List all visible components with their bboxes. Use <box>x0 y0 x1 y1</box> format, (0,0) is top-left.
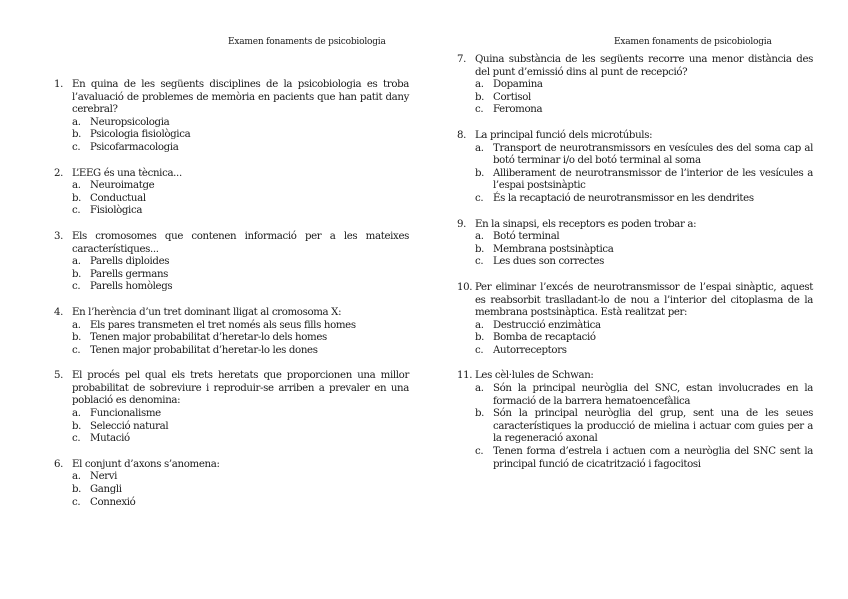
option-list <box>72 117 409 155</box>
option-text: Botó terminal <box>493 231 560 243</box>
answer-option <box>475 446 813 471</box>
option-text: Són la principal neuròglia del SNC, estan involucrades en la formació de la barrera hematoencefàlica <box>493 383 813 407</box>
answer-option <box>72 281 409 294</box>
option-letter: b. <box>72 192 82 204</box>
option-text: Nervi <box>90 471 118 483</box>
option-letter: c. <box>72 141 81 153</box>
answer-option <box>475 168 813 193</box>
option-letter: a. <box>475 231 484 243</box>
answer-option <box>72 256 409 269</box>
option-list <box>72 256 409 294</box>
answer-option <box>72 129 409 142</box>
answer-option <box>72 497 409 510</box>
answer-option <box>475 332 813 345</box>
answer-option <box>475 256 813 269</box>
question-text: L’EEG és una tècnica... <box>72 167 182 179</box>
answer-option <box>475 383 813 408</box>
answer-option <box>72 320 409 333</box>
question-item <box>54 459 409 509</box>
question-number: 1. <box>54 79 64 90</box>
option-list <box>72 320 409 358</box>
answer-option <box>475 79 813 92</box>
question-number: 8. <box>457 129 467 141</box>
question-text: El procés pel qual els trets heretats que proporcionen una millor probabilitat de sobreviure i reproduir-se arriben a prevaler en una població es denomina: <box>72 370 409 407</box>
answer-option <box>72 117 409 130</box>
question-list <box>54 79 409 522</box>
option-letter: c. <box>475 256 484 268</box>
answer-option <box>72 269 409 282</box>
option-text: Tenen forma d’estrela i actuen com a neuròglia del SNC sent la principal funció de cicatrització i fagocitosi <box>493 446 813 470</box>
option-letter: b. <box>72 268 82 280</box>
answer-option <box>72 471 409 484</box>
answer-option <box>72 193 409 206</box>
option-text: Funcionalisme <box>90 408 161 420</box>
option-text: Tenen major probabilitat d’heretar-lo les dones <box>90 344 318 356</box>
question-number: 4. <box>54 306 64 318</box>
option-letter: b. <box>475 243 485 255</box>
answer-option <box>475 104 813 117</box>
option-letter: c. <box>475 104 484 116</box>
page-header: Examen fonaments de psicobiologia <box>614 37 772 47</box>
option-letter: c. <box>72 281 81 293</box>
option-letter: a. <box>475 79 484 91</box>
option-letter: c. <box>72 433 81 445</box>
option-text: Els pares transmeten el tret només als seus fills homes <box>90 319 356 331</box>
option-letter: a. <box>475 142 484 154</box>
answer-option <box>72 433 409 446</box>
question-item <box>457 54 813 117</box>
question-text: Quina substància de les següents recorre una menor distància des del punt d’emissió dins al punt de recepció? <box>475 54 813 78</box>
option-letter: a. <box>72 116 81 128</box>
option-text: Mutació <box>90 433 130 445</box>
option-text: Fisiològica <box>90 205 143 217</box>
answer-option <box>475 231 813 244</box>
option-text: Parells diploides <box>90 256 170 268</box>
answer-option <box>475 92 813 105</box>
question-item <box>457 370 813 471</box>
option-letter: b. <box>72 484 82 496</box>
option-text: Són la principal neuròglia del grup, sent una de les seues característiques la producció de mielina i actuar com guies per a la regeneració axonal <box>493 408 813 445</box>
page-right <box>424 0 848 599</box>
option-letter: b. <box>475 332 485 344</box>
answer-option <box>475 193 813 206</box>
option-text: Destrucció enzimàtica <box>493 319 601 331</box>
question-item <box>54 79 409 155</box>
option-text: És la recaptació de neurotransmissor en les dendrites <box>493 192 754 204</box>
option-letter: c. <box>475 192 484 204</box>
option-letter: c. <box>475 446 484 458</box>
answer-option <box>475 143 813 168</box>
answer-option <box>72 332 409 345</box>
answer-option <box>475 408 813 446</box>
option-letter: a. <box>475 383 484 395</box>
option-text: Parells homòlegs <box>90 281 173 293</box>
option-text: Alliberament de neurotransmissor de l’interior de les vesícules a l’espai postsinàptic <box>493 167 813 192</box>
option-letter: b. <box>72 332 82 344</box>
question-number: 11. <box>457 370 473 382</box>
answer-option <box>72 408 409 421</box>
option-letter: c. <box>72 496 81 508</box>
option-text: Psicologia fisiològica <box>90 129 191 141</box>
option-letter: a. <box>72 471 81 483</box>
answer-option <box>475 244 813 257</box>
option-list <box>475 231 813 269</box>
option-text: Bomba de recaptació <box>493 332 596 344</box>
answer-option <box>475 345 813 358</box>
option-letter: c. <box>72 344 81 356</box>
option-list <box>475 79 813 117</box>
question-number: 10. <box>457 281 473 293</box>
option-text: Autorreceptors <box>493 344 567 356</box>
question-item <box>54 168 409 218</box>
question-item <box>54 307 409 357</box>
page-header: Examen fonaments de psicobiologia <box>228 37 386 47</box>
question-text: Els cromosomes que contenen informació per a les mateixes característiques... <box>72 230 409 255</box>
option-text: Parells germans <box>90 268 169 280</box>
question-item <box>457 130 813 206</box>
option-letter: c. <box>72 205 81 217</box>
option-list <box>72 180 409 218</box>
answer-option <box>475 320 813 333</box>
question-number: 2. <box>54 167 64 179</box>
option-list <box>72 471 409 509</box>
option-letter: c. <box>475 344 484 356</box>
answer-option <box>72 421 409 434</box>
question-number: 6. <box>54 458 64 470</box>
option-text: Gangli <box>90 484 122 496</box>
option-letter: a. <box>72 319 81 331</box>
option-letter: b. <box>72 420 82 432</box>
question-number: 3. <box>54 230 64 242</box>
answer-option <box>72 484 409 497</box>
question-number: 5. <box>54 370 64 382</box>
option-text: Transport de neurotransmissors en vesícules des del soma cap al botó terminar i/o del botó terminal al soma <box>493 142 813 167</box>
question-number: 9. <box>457 218 467 230</box>
option-text: Psicofarmacologia <box>90 141 179 153</box>
option-text: Connexió <box>90 496 136 508</box>
option-text: Neuroimatge <box>90 180 155 192</box>
question-item <box>457 219 813 269</box>
option-text: Tenen major probabilitat d’heretar-lo dels homes <box>90 332 327 344</box>
answer-option <box>72 142 409 155</box>
option-letter: a. <box>72 408 81 420</box>
question-number: 7. <box>457 54 467 65</box>
option-list <box>475 143 813 206</box>
question-text: En quina de les següents disciplines de la psicobiologia es troba l’avaluació de problemes de memòria en pacients que han patit dany cerebral? <box>72 79 409 116</box>
question-list <box>457 54 813 484</box>
question-item <box>457 282 813 358</box>
question-text: Per eliminar l’excés de neurotransmissor de l’espai sinàptic, aquest es reabsorbit traslladant-lo de nou a l’interior del citoplasma de la membrana postsinàptica. Està realitzat per: <box>475 281 813 319</box>
question-item <box>54 231 409 294</box>
question-text: En la sinapsi, els receptors es poden trobar a: <box>475 218 697 230</box>
option-text: Neuropsicologia <box>90 116 170 128</box>
option-list <box>475 383 813 471</box>
option-letter: a. <box>72 256 81 268</box>
option-text: Selecció natural <box>90 420 169 432</box>
answer-option <box>72 205 409 218</box>
option-letter: b. <box>475 408 485 420</box>
option-text: Conductual <box>90 192 146 204</box>
option-text: Membrana postsinàptica <box>493 243 614 255</box>
option-text: Les dues son correctes <box>493 256 604 268</box>
option-letter: a. <box>475 319 484 331</box>
option-letter: b. <box>475 167 485 179</box>
option-letter: a. <box>72 180 81 192</box>
question-text: La principal funció dels microtúbuls: <box>475 129 653 141</box>
option-text: Feromona <box>493 104 543 116</box>
option-list <box>475 320 813 358</box>
option-text: Dopamina <box>493 79 543 91</box>
question-text: En l’herència d’un tret dominant lligat al cromosoma X: <box>72 306 342 318</box>
answer-option <box>72 180 409 193</box>
answer-option <box>72 345 409 358</box>
question-item <box>54 370 409 446</box>
option-list <box>72 408 409 446</box>
question-text: El conjunt d’axons s’anomena: <box>72 458 220 470</box>
option-letter: b. <box>475 91 485 103</box>
question-text: Les cèl·lules de Schwan: <box>475 370 594 382</box>
option-letter: b. <box>72 129 82 141</box>
option-text: Cortisol <box>493 91 531 103</box>
